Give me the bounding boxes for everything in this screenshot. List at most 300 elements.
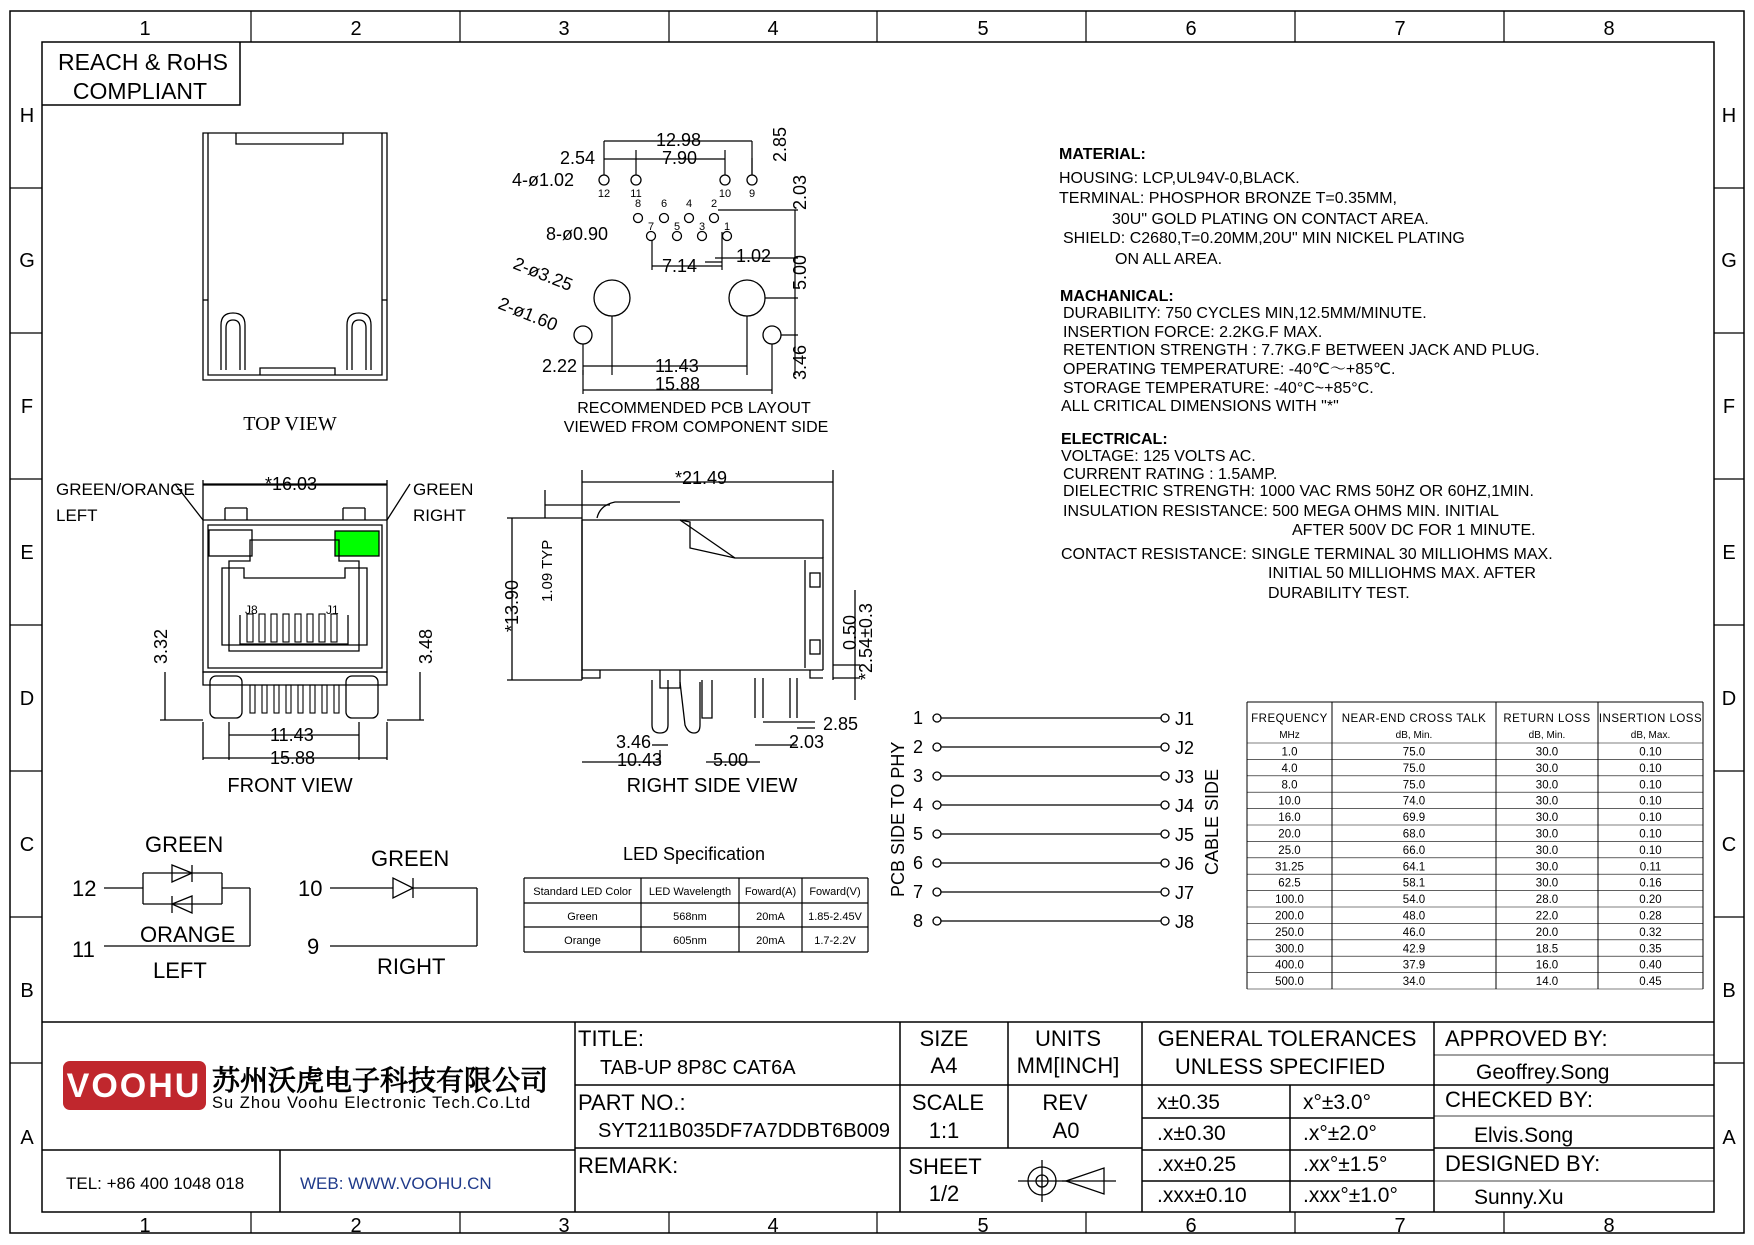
wiring-pin-label: 6 bbox=[912, 853, 924, 873]
wiring-terminal bbox=[933, 772, 941, 780]
perf-cell: 48.0 bbox=[1402, 910, 1426, 923]
led-left-pin-12: 12 bbox=[72, 876, 97, 901]
checked-by-value: Elvis.Song bbox=[1474, 1124, 1574, 1147]
grid-row-label: B bbox=[20, 980, 34, 1002]
wiring-pin-label: 7 bbox=[912, 882, 924, 902]
pcb-dim-2-54: 2.54 bbox=[560, 148, 596, 168]
pcb-layout-title-2: VIEWED FROM COMPONENT SIDE bbox=[563, 419, 829, 436]
perf-cell: 8.0 bbox=[1281, 779, 1298, 792]
scale-value: 1:1 bbox=[928, 1118, 960, 1143]
tolerance-angular: .x°±2.0° bbox=[1303, 1122, 1377, 1145]
sheet-value: 1/2 bbox=[928, 1181, 960, 1206]
perf-cell: 22.0 bbox=[1535, 910, 1559, 923]
grid-column-label: 1 bbox=[139, 1215, 151, 1237]
grid-row-label: A bbox=[20, 1127, 34, 1149]
perf-cell: 0.16 bbox=[1639, 877, 1662, 890]
perf-header: RETURN LOSS bbox=[1503, 713, 1591, 725]
side-dim-0-50: 0.50 bbox=[840, 614, 860, 650]
performance-table bbox=[1247, 702, 1703, 989]
material-line: RETENTION STRENGTH : 7.7KG.F BETWEEN JACK AND PLUG. bbox=[1063, 342, 1540, 359]
pcb-dim-11-43: 11.43 bbox=[655, 356, 699, 376]
pcb-holes-led-label: 4-ø1.02 bbox=[512, 170, 575, 190]
perf-cell: 46.0 bbox=[1402, 926, 1426, 939]
grid-row-labels-right bbox=[1721, 105, 1737, 1149]
company-logo bbox=[63, 1061, 548, 1112]
perf-cell: 20.0 bbox=[1535, 926, 1559, 939]
material-line: DURABILITY TEST. bbox=[1268, 585, 1410, 602]
pin-number: 5 bbox=[673, 221, 681, 233]
pcb-layout-title-1: RECOMMENDED PCB LAYOUT bbox=[577, 400, 811, 417]
tolerance-grid bbox=[1157, 1091, 1398, 1207]
perf-cell: 30.0 bbox=[1535, 828, 1559, 841]
grid-row-label: G bbox=[1721, 250, 1737, 272]
solder-pin bbox=[286, 685, 291, 713]
perf-cell: 10.0 bbox=[1278, 795, 1301, 808]
material-line: MACHANICAL: bbox=[1060, 288, 1174, 305]
perf-cell: 0.28 bbox=[1639, 910, 1662, 923]
pcb-dim-7-90: 7.90 bbox=[662, 148, 698, 168]
grid-column-label: 5 bbox=[977, 18, 989, 40]
perf-cell: 20.0 bbox=[1278, 828, 1301, 841]
grid-column-label: 2 bbox=[350, 1215, 362, 1237]
contact-pin bbox=[283, 614, 289, 642]
led-spec-title: LED Specification bbox=[622, 844, 766, 864]
tolerance-linear: .xx±0.25 bbox=[1157, 1153, 1237, 1176]
perf-cell: 0.45 bbox=[1639, 976, 1662, 989]
wiring-pin-label: 8 bbox=[912, 911, 924, 931]
perf-cell: 62.5 bbox=[1278, 877, 1301, 890]
material-line: OPERATING TEMPERATURE: -40℃～+85℃. bbox=[1063, 361, 1396, 378]
perf-cell: 0.20 bbox=[1639, 894, 1662, 907]
wiring-terminal bbox=[933, 830, 941, 838]
wiring-pin-label: 1 bbox=[912, 708, 924, 728]
contact-pin bbox=[247, 614, 253, 642]
grid-row-label: H bbox=[19, 105, 35, 127]
wiring-jack-label: J5 bbox=[1175, 825, 1195, 845]
perf-cell: 0.10 bbox=[1639, 828, 1662, 841]
checked-by-label: CHECKED BY: bbox=[1445, 1087, 1593, 1112]
side-dim-2-03: 2.03 bbox=[789, 732, 825, 752]
perf-cell: 54.0 bbox=[1402, 894, 1426, 907]
led-left-pin-11: 11 bbox=[72, 937, 95, 962]
pin-number: 3 bbox=[698, 221, 706, 233]
pin-number: 8 bbox=[634, 198, 642, 210]
led-left-position-label: LEFT bbox=[56, 506, 98, 525]
perf-cell: 37.9 bbox=[1402, 959, 1426, 972]
material-line: ALL CRITICAL DIMENSIONS WITH "*" bbox=[1061, 398, 1339, 415]
right-side-view-drawing bbox=[507, 470, 860, 765]
top-view-drawing bbox=[203, 133, 387, 380]
led-right-pin-9: 9 bbox=[307, 934, 320, 959]
tolerance-title-2: UNLESS SPECIFIED bbox=[1174, 1054, 1386, 1079]
side-dim-width: *21.49 bbox=[675, 468, 728, 488]
grid-column-label: 7 bbox=[1394, 1215, 1406, 1237]
perf-cell: 0.11 bbox=[1639, 861, 1662, 874]
perf-cell: 300.0 bbox=[1275, 943, 1304, 956]
led-left-green-label: GREEN bbox=[145, 832, 224, 857]
wiring-terminal bbox=[1161, 830, 1169, 838]
pcb-dim-2-85: 2.85 bbox=[770, 126, 790, 162]
grid-row-label: D bbox=[1721, 688, 1737, 710]
front-dim-3-48: 3.48 bbox=[416, 628, 436, 664]
grid-row-labels-left bbox=[19, 105, 35, 1149]
front-label-j8: J8 bbox=[245, 603, 258, 617]
wiring-jack-label: J7 bbox=[1175, 883, 1195, 903]
grid-row-label: D bbox=[19, 688, 35, 710]
material-line: INSERTION FORCE: 2.2KG.F MAX. bbox=[1063, 324, 1323, 341]
side-dim-10-43: 10.43 bbox=[617, 750, 663, 770]
pin-number: 2 bbox=[710, 198, 718, 210]
part-number-label: PART NO.: bbox=[578, 1090, 686, 1115]
pcb-dimension-labels bbox=[496, 127, 810, 394]
front-view-drawing bbox=[160, 480, 424, 760]
wiring-jack-label: J4 bbox=[1175, 796, 1195, 816]
front-view-label: FRONT VIEW bbox=[227, 775, 353, 797]
perf-cell: 58.1 bbox=[1402, 877, 1426, 890]
company-name-cn: 苏州沃虎电子科技有限公司 bbox=[212, 1065, 549, 1096]
material-line: INITIAL 50 MILLIOHMS MAX. AFTER bbox=[1268, 565, 1536, 582]
contact-pin bbox=[319, 614, 325, 642]
led-left-labels bbox=[72, 832, 235, 983]
side-dim-2-54: *2.54±0.3 bbox=[856, 603, 876, 680]
wiring-left-label: PCB SIDE TO PHY bbox=[888, 741, 908, 897]
wiring-terminal bbox=[933, 859, 941, 867]
material-line: ON ALL AREA. bbox=[1115, 251, 1223, 268]
perf-cell: 30.0 bbox=[1535, 861, 1559, 874]
perf-cell: 30.0 bbox=[1535, 877, 1559, 890]
material-line: TERMINAL: PHOSPHOR BRONZE T=0.35MM, bbox=[1059, 190, 1397, 207]
grid-column-label: 8 bbox=[1603, 18, 1615, 40]
grid-row-label: A bbox=[1722, 1127, 1736, 1149]
part-number-value: SYT211B035DF7A7DDBT6B009 bbox=[598, 1120, 891, 1142]
perf-cell: 42.9 bbox=[1402, 943, 1426, 956]
remark-label: REMARK: bbox=[578, 1153, 679, 1178]
size-value: A4 bbox=[930, 1053, 958, 1078]
contact-pin bbox=[295, 614, 301, 642]
pin-number: 9 bbox=[748, 188, 756, 200]
led-right-position-label: RIGHT bbox=[377, 954, 446, 979]
perf-header: FREQUENCY bbox=[1251, 713, 1328, 725]
approved-by-value: Geoffrey.Song bbox=[1476, 1061, 1610, 1084]
pin-number: 10 bbox=[718, 188, 732, 200]
material-line: CURRENT RATING : 1.5AMP. bbox=[1063, 466, 1278, 483]
grid-row-label: G bbox=[19, 250, 35, 272]
led-right-labels bbox=[298, 846, 449, 979]
grid-column-label: 8 bbox=[1603, 1215, 1615, 1237]
grid-column-label: 3 bbox=[558, 1215, 570, 1237]
solder-pin bbox=[262, 685, 267, 713]
grid-column-label: 1 bbox=[139, 18, 151, 40]
solder-pin bbox=[250, 685, 255, 713]
perf-cell: 75.0 bbox=[1402, 779, 1426, 792]
led-spec-header: Foward(V) bbox=[809, 886, 861, 898]
led-spec-cell: 20mA bbox=[756, 935, 785, 947]
wiring-pin-label: 5 bbox=[912, 824, 924, 844]
perf-cell: 18.5 bbox=[1535, 943, 1559, 956]
perf-cell: 14.0 bbox=[1535, 976, 1559, 989]
grid-row-label: E bbox=[20, 542, 34, 564]
led-spec-cell: Orange bbox=[564, 935, 601, 947]
wiring-terminal bbox=[1161, 859, 1169, 867]
grid-column-label: 6 bbox=[1185, 1215, 1197, 1237]
grid-column-label: 6 bbox=[1185, 18, 1197, 40]
led-spec-cell: 1.7-2.2V bbox=[814, 935, 856, 947]
solder-pin bbox=[298, 685, 303, 713]
wiring-terminal bbox=[933, 917, 941, 925]
pcb-dim-3-46: 3.46 bbox=[790, 344, 810, 380]
contact-pin bbox=[271, 614, 277, 642]
wiring-jack-label: J3 bbox=[1175, 767, 1195, 787]
led-right-color-label: GREEN bbox=[413, 480, 474, 499]
material-line: STORAGE TEMPERATURE: -40°C~+85°C. bbox=[1063, 380, 1374, 397]
grid-column-label: 7 bbox=[1394, 18, 1406, 40]
led-spec-cell: 1.85-2.45V bbox=[808, 911, 862, 923]
solder-pin bbox=[334, 685, 339, 713]
pcb-holes-locate-label: 2-ø1.60 bbox=[495, 293, 561, 335]
perf-cell: 30.0 bbox=[1535, 762, 1559, 775]
pin-number: 6 bbox=[660, 198, 668, 210]
perf-cell: 66.0 bbox=[1402, 844, 1426, 857]
wiring-terminal bbox=[933, 743, 941, 751]
perf-header: NEAR-END CROSS TALK bbox=[1341, 713, 1487, 725]
contact-phone: TEL: +86 400 1048 018 bbox=[66, 1174, 245, 1193]
tolerance-title-1: GENERAL TOLERANCES bbox=[1157, 1026, 1417, 1051]
wiring-right-label: CABLE SIDE bbox=[1202, 768, 1222, 875]
perf-cell: 0.10 bbox=[1639, 795, 1662, 808]
front-dim-width: *16.03 bbox=[265, 474, 318, 494]
units-label: UNITS bbox=[1035, 1026, 1101, 1051]
perf-cell: 64.1 bbox=[1402, 861, 1426, 874]
grid-row-label: C bbox=[1721, 834, 1737, 856]
perf-cell: 0.10 bbox=[1639, 746, 1662, 759]
perf-cell: 30.0 bbox=[1535, 844, 1559, 857]
perf-header: INSERTION LOSS bbox=[1598, 713, 1703, 725]
material-line: INSULATION RESISTANCE: 500 MEGA OHMS MIN. INITIAL bbox=[1063, 503, 1499, 520]
grid-row-label: H bbox=[1721, 105, 1737, 127]
company-name-en: Su Zhou Voohu Electronic Tech.Co.Ltd bbox=[212, 1094, 532, 1112]
pin-number: 1 bbox=[723, 221, 731, 233]
material-specifications bbox=[1059, 146, 1553, 602]
tolerance-linear: .x±0.30 bbox=[1157, 1122, 1226, 1145]
material-line: HOUSING: LCP,UL94V-0,BLACK. bbox=[1059, 170, 1300, 187]
material-line: 30U" GOLD PLATING ON CONTACT AREA. bbox=[1112, 211, 1429, 228]
wiring-terminal bbox=[933, 801, 941, 809]
perf-cell: 0.10 bbox=[1639, 762, 1662, 775]
units-value: MM[INCH] bbox=[1016, 1053, 1120, 1078]
perf-cell: 28.0 bbox=[1535, 894, 1559, 907]
perf-cell: 25.0 bbox=[1278, 844, 1301, 857]
size-label: SIZE bbox=[919, 1026, 969, 1051]
wiring-terminal bbox=[1161, 743, 1169, 751]
wiring-diagram bbox=[913, 708, 1194, 932]
material-line: MATERIAL: bbox=[1059, 146, 1146, 163]
led-spec-cell: 568nm bbox=[673, 911, 707, 923]
pcb-dim-7-14: 7.14 bbox=[662, 256, 698, 276]
side-dim-typ: 1.09 TYP bbox=[539, 539, 556, 602]
compliance-line-2: COMPLIANT bbox=[72, 78, 208, 104]
perf-cell: 34.0 bbox=[1402, 976, 1426, 989]
perf-cell: 69.9 bbox=[1402, 812, 1426, 825]
led-right-green-label: GREEN bbox=[371, 846, 450, 871]
led-spec-header: Standard LED Color bbox=[533, 886, 632, 898]
pin-number: 11 bbox=[630, 188, 642, 200]
tolerance-angular: .xxx°±1.0° bbox=[1303, 1184, 1398, 1207]
perf-cell: 0.32 bbox=[1639, 926, 1662, 939]
perf-cell: 75.0 bbox=[1402, 762, 1426, 775]
wiring-terminal bbox=[933, 714, 941, 722]
solder-pin bbox=[322, 685, 327, 713]
rev-value: A0 bbox=[1052, 1118, 1080, 1143]
perf-cell: 0.35 bbox=[1639, 943, 1662, 956]
perf-cell: 30.0 bbox=[1535, 812, 1559, 825]
designed-by-value: Sunny.Xu bbox=[1474, 1186, 1564, 1209]
perf-cell: 0.10 bbox=[1639, 779, 1662, 792]
pcb-dim-15-88: 15.88 bbox=[655, 374, 701, 394]
perf-cell: 68.0 bbox=[1402, 828, 1426, 841]
tolerance-angular: .xx°±1.5° bbox=[1303, 1153, 1388, 1176]
led-right-position-label: RIGHT bbox=[413, 506, 466, 525]
pcb-dim-2-03: 2.03 bbox=[790, 174, 810, 210]
tolerance-linear: .xxx±0.10 bbox=[1157, 1184, 1247, 1207]
tolerance-angular: x°±3.0° bbox=[1303, 1091, 1372, 1114]
wiring-pin-label: 2 bbox=[912, 737, 924, 757]
title-value: TAB-UP 8P8C CAT6A bbox=[600, 1057, 796, 1079]
material-line: VOLTAGE: 125 VOLTS AC. bbox=[1061, 448, 1256, 465]
sheet-label: SHEET bbox=[908, 1154, 982, 1179]
side-dimension-labels bbox=[502, 468, 876, 770]
perf-header-unit: dB, Max. bbox=[1630, 730, 1671, 741]
solder-pin bbox=[310, 685, 315, 713]
led-spec-cell: Green bbox=[567, 911, 598, 923]
perf-cell: 400.0 bbox=[1275, 959, 1304, 972]
material-line: AFTER 500V DC FOR 1 MINUTE. bbox=[1292, 522, 1536, 539]
pcb-dim-5-00: 5.00 bbox=[790, 254, 810, 290]
wiring-terminal bbox=[1161, 772, 1169, 780]
material-line: ELECTRICAL: bbox=[1061, 431, 1168, 448]
grid-column-label: 5 bbox=[977, 1215, 989, 1237]
led-spec-header: LED Wavelength bbox=[648, 886, 732, 898]
pin-number: 12 bbox=[597, 188, 611, 200]
front-dim-11-43: 11.43 bbox=[270, 725, 314, 745]
grid-column-label: 3 bbox=[558, 18, 570, 40]
grid-column-label: 2 bbox=[350, 18, 362, 40]
wiring-pin-label: 4 bbox=[912, 795, 924, 815]
material-line: SHIELD: C2680,T=0.20MM,20U" MIN NICKEL PLATING bbox=[1063, 230, 1465, 247]
led-spec-table bbox=[524, 878, 868, 952]
perf-cell: 500.0 bbox=[1275, 976, 1304, 989]
material-line: DIELECTRIC STRENGTH: 1000 VAC RMS 50HZ OR 60HZ,1MIN. bbox=[1063, 483, 1534, 500]
grid-column-label: 4 bbox=[767, 1215, 779, 1237]
tolerance-linear: x±0.35 bbox=[1157, 1091, 1220, 1114]
led-left-position-label: LEFT bbox=[153, 958, 207, 983]
perf-cell: 1.0 bbox=[1281, 746, 1298, 759]
perf-cell: 75.0 bbox=[1402, 746, 1426, 759]
side-dim-height: *13.90 bbox=[502, 579, 522, 632]
side-dim-3-46: 3.46 bbox=[616, 732, 652, 752]
material-line: CONTACT RESISTANCE: SINGLE TERMINAL 30 MILLIOHMS MAX. bbox=[1061, 546, 1553, 563]
grid-row-label: E bbox=[1722, 542, 1736, 564]
perf-cell: 74.0 bbox=[1402, 795, 1426, 808]
wiring-terminal bbox=[1161, 801, 1169, 809]
led-right-schematic bbox=[330, 878, 477, 946]
contact-pin bbox=[307, 614, 313, 642]
scale-label: SCALE bbox=[911, 1090, 985, 1115]
wiring-pin-label: 3 bbox=[912, 766, 924, 786]
contact-website: WEB: WWW.VOOHU.CN bbox=[300, 1174, 492, 1193]
perf-cell: 200.0 bbox=[1275, 910, 1304, 923]
pcb-dim-12-98: 12.98 bbox=[656, 130, 702, 150]
perf-cell: 4.0 bbox=[1281, 762, 1298, 775]
led-left-color-label: GREEN/ORANGE bbox=[56, 480, 195, 499]
right-side-view-label: RIGHT SIDE VIEW bbox=[626, 775, 798, 797]
perf-cell: 0.40 bbox=[1639, 959, 1662, 972]
wiring-jack-label: J8 bbox=[1175, 912, 1195, 932]
perf-cell: 16.0 bbox=[1535, 959, 1559, 972]
perf-cell: 100.0 bbox=[1275, 894, 1304, 907]
wiring-jack-label: J1 bbox=[1175, 709, 1195, 729]
led-spec-cell: 20mA bbox=[756, 911, 785, 923]
compliance-line-1: REACH & RoHS bbox=[58, 49, 228, 75]
pcb-holes-signal-label: 8-ø0.90 bbox=[546, 224, 609, 244]
compliance-box bbox=[42, 42, 240, 105]
wiring-jack-label: J2 bbox=[1175, 738, 1195, 758]
solder-pin bbox=[274, 685, 279, 713]
wiring-terminal bbox=[1161, 917, 1169, 925]
grid-column-label: 4 bbox=[767, 18, 779, 40]
perf-cell: 0.10 bbox=[1639, 844, 1662, 857]
perf-cell: 31.25 bbox=[1275, 861, 1304, 874]
top-view-label: TOP VIEW bbox=[243, 413, 337, 435]
perf-cell: 250.0 bbox=[1275, 926, 1304, 939]
grid-row-label: F bbox=[1722, 396, 1736, 418]
led-left-orange-label: ORANGE bbox=[140, 922, 236, 947]
grid-row-label: C bbox=[19, 834, 35, 856]
rev-label: REV bbox=[1042, 1090, 1088, 1115]
wiring-terminal bbox=[1161, 888, 1169, 896]
front-dimension-labels bbox=[151, 474, 436, 768]
front-dim-3-32: 3.32 bbox=[151, 628, 171, 664]
pin-number: 4 bbox=[685, 198, 693, 210]
perf-header-unit: MHz bbox=[1279, 730, 1300, 741]
perf-cell: 16.0 bbox=[1278, 812, 1301, 825]
grid-row-label: B bbox=[1722, 980, 1736, 1002]
perf-cell: 30.0 bbox=[1535, 746, 1559, 759]
contact-pin bbox=[259, 614, 265, 642]
wiring-terminal bbox=[1161, 714, 1169, 722]
title-label: TITLE: bbox=[578, 1026, 645, 1051]
front-dim-15-88: 15.88 bbox=[270, 748, 316, 768]
designed-by-label: DESIGNED BY: bbox=[1445, 1151, 1601, 1176]
perf-cell: 30.0 bbox=[1535, 779, 1559, 792]
wiring-terminal bbox=[933, 888, 941, 896]
perf-cell: 30.0 bbox=[1535, 795, 1559, 808]
led-spec-header: Foward(A) bbox=[744, 886, 797, 898]
pcb-dim-2-22: 2.22 bbox=[542, 356, 578, 376]
grid-row-label: F bbox=[20, 396, 34, 418]
wiring-jack-label: J6 bbox=[1175, 854, 1195, 874]
logo-text: VOOHU bbox=[66, 1067, 202, 1105]
led-spec-cell: 605nm bbox=[673, 935, 707, 947]
side-dim-5-00: 5.00 bbox=[713, 750, 749, 770]
side-dim-2-85: 2.85 bbox=[823, 714, 859, 734]
projection-symbol-icon bbox=[1018, 1160, 1116, 1202]
led-right-pin-10: 10 bbox=[298, 876, 323, 901]
pcb-dim-1-02: 1.02 bbox=[736, 246, 772, 266]
approved-by-label: APPROVED BY: bbox=[1445, 1026, 1608, 1051]
front-label-j1: J1 bbox=[326, 603, 339, 617]
perf-header-unit: dB, Min. bbox=[1395, 730, 1433, 741]
perf-header-unit: dB, Min. bbox=[1528, 730, 1566, 741]
